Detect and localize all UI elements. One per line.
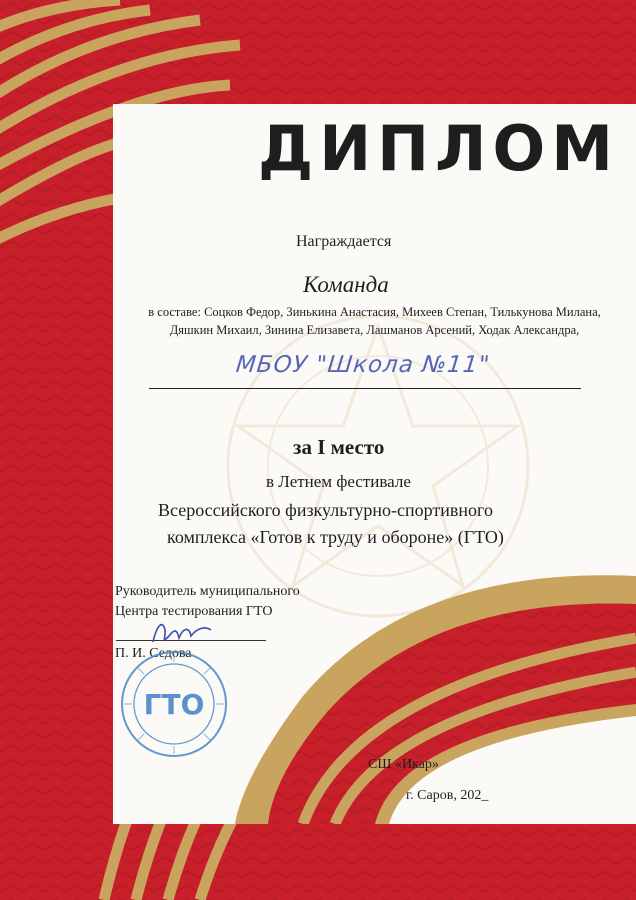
place-text: за I место: [293, 435, 385, 459]
diploma-panel: [113, 216, 636, 824]
festival-line-3: комплекса «Готов к труду и обороне» (ГТО): [167, 527, 504, 547]
city-year: г. Саров, 202_: [406, 788, 489, 803]
stamp-text: ГТО: [143, 688, 205, 721]
signature-icon: [147, 616, 215, 650]
school-underline: [149, 388, 581, 389]
head-position-line-2: Центра тестирования ГТО: [115, 604, 273, 619]
festival-line-2: Всероссийского физкультурно-спортивного: [158, 500, 493, 520]
team-label: Команда: [303, 272, 389, 297]
school-name-handwritten: МБОУ "Школа №11": [234, 352, 492, 378]
head-name: П. И. Седова: [115, 646, 192, 661]
gto-stamp-icon: [118, 648, 230, 760]
diploma-title: ДИПЛОМ: [258, 112, 619, 185]
team-members: в составе: Соцков Федор, Зинькина Анастасия, Михеев Степан, Тилькунова Милана, Дяшкин Михаил, Зинина Елизавета, Лашманов Арсений, Ходак Александра,: [148, 305, 601, 337]
festival-line-1: в Летнем фестивале: [266, 472, 411, 491]
organization: СШ «Икар»: [368, 757, 439, 772]
head-position-line-1: Руководитель муниципального: [115, 584, 300, 599]
awarded-label: Награждается: [296, 233, 392, 250]
